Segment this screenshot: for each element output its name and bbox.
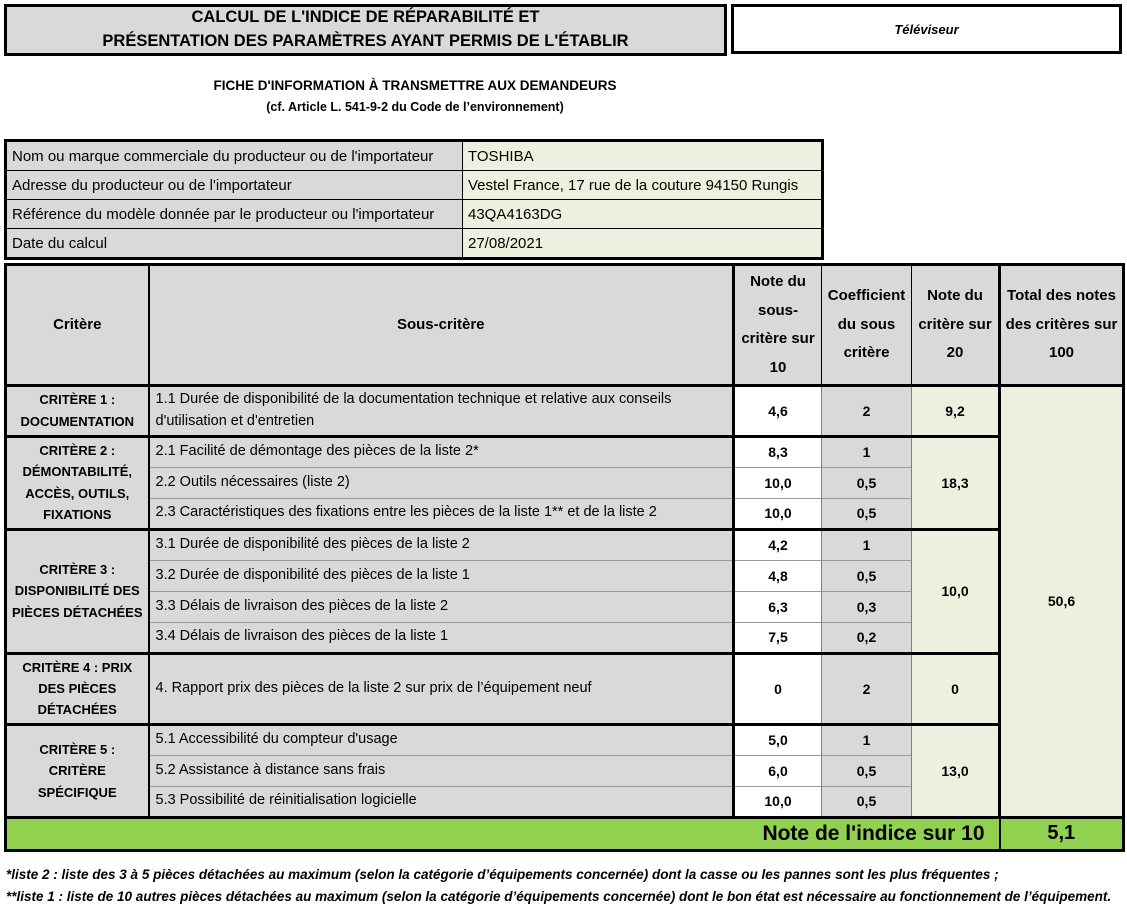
table-row	[6, 171, 823, 200]
score10-cell: 10,0	[734, 467, 822, 498]
document-title-line2: PRÉSENTATION DES PARAMÈTRES AYANT PERMIS DE L'ÉTABLIR	[102, 32, 629, 50]
model-reference-value: 43QA4163DG	[463, 200, 823, 229]
coefficient-cell: 2	[822, 386, 912, 437]
header-total100: Total des notes des critères sur 100	[1000, 265, 1124, 386]
header-subcriterion: Sous-critère	[149, 265, 734, 386]
calc-date-value: 27/08/2021	[463, 229, 823, 259]
table-row	[6, 386, 1124, 437]
model-reference-label: Référence du modèle donnée par le producteur ou l'importateur	[6, 200, 463, 229]
criterion-1-cell: CRITÈRE 1 : DOCUMENTATION	[6, 386, 149, 437]
total100-cell: 50,6	[1000, 386, 1124, 818]
product-category-box	[731, 4, 1122, 54]
subcriterion-cell: 4. Rapport prix des pièces de la liste 2 sur prix de l’équipement neuf	[149, 653, 734, 724]
criterion-4-score20-cell: 0	[912, 653, 1000, 724]
coefficient-cell: 0,3	[822, 591, 912, 622]
criterion-2-score20-cell: 18,3	[912, 436, 1000, 529]
criterion-4-cell: CRITÈRE 4 : PRIX DES PIÈCES DÉTACHÉES	[6, 653, 149, 724]
header-score10: Note du sous-critère sur 10	[734, 265, 822, 386]
table-row	[6, 200, 823, 229]
producer-info-table	[4, 139, 824, 260]
footnotes	[6, 867, 1124, 907]
score10-cell: 6,0	[734, 755, 822, 786]
criterion-3-cell: CRITÈRE 3 : DISPONIBILITÉ DES PIÈCES DÉTACHÉES	[6, 529, 149, 653]
header-criterion: Critère	[6, 265, 149, 386]
table-row	[6, 141, 823, 171]
score10-cell: 5,0	[734, 724, 822, 755]
coefficient-cell: 0,2	[822, 622, 912, 653]
criteria-table	[4, 263, 1125, 852]
criterion-1-score20-cell: 9,2	[912, 386, 1000, 437]
coefficient-cell: 0,5	[822, 467, 912, 498]
score10-cell: 4,6	[734, 386, 822, 437]
final-score-label: Note de l'indice sur 10	[6, 817, 1000, 850]
coefficient-cell: 0,5	[822, 498, 912, 529]
subtitle-line2: (cf. Article L. 541-9-2 du Code de l’environnement)	[266, 100, 564, 114]
subcriterion-cell: 1.1 Durée de disponibilité de la documentation technique et relative aux conseils d'utilisation et d'entretien	[149, 386, 734, 437]
score10-cell: 4,2	[734, 529, 822, 560]
footnote-liste2: *liste 2 : liste des 3 à 5 pièces détachées au maximum (selon la catégorie d’équipements concernée) dont la casse ou les pannes sont les plus fréquentes ;	[6, 867, 999, 882]
document-subtitle	[0, 78, 830, 114]
producer-name-label: Nom ou marque commerciale du producteur ou de l'importateur	[6, 141, 463, 171]
subcriterion-cell: 2.2 Outils nécessaires (liste 2)	[149, 467, 734, 498]
subcriterion-cell: 5.3 Possibilité de réinitialisation logicielle	[149, 786, 734, 817]
document-title	[4, 4, 727, 56]
producer-address-value: Vestel France, 17 rue de la couture 94150 Rungis	[463, 171, 823, 200]
subcriterion-cell: 3.2 Durée de disponibilité des pièces de la liste 1	[149, 560, 734, 591]
coefficient-cell: 1	[822, 529, 912, 560]
producer-name-value: TOSHIBA	[463, 141, 823, 171]
score10-cell: 10,0	[734, 498, 822, 529]
table-header-row	[6, 265, 1124, 386]
score10-cell: 0	[734, 653, 822, 724]
score10-cell: 7,5	[734, 622, 822, 653]
coefficient-cell: 1	[822, 436, 912, 467]
table-row	[6, 529, 1124, 560]
subcriterion-cell: 2.3 Caractéristiques des fixations entre les pièces de la liste 1** et de la liste 2	[149, 498, 734, 529]
subcriterion-cell: 3.3 Délais de livraison des pièces de la liste 2	[149, 591, 734, 622]
subcriterion-cell: 2.1 Facilité de démontage des pièces de la liste 2*	[149, 436, 734, 467]
document-title-line1: CALCUL DE L'INDICE DE RÉPARABILITÉ ET	[191, 8, 540, 27]
header-coefficient: Coefficient du sous critère	[822, 265, 912, 386]
footnote-liste1: **liste 1 : liste de 10 autres pièces détachées au maximum (selon la catégorie d’équipements concernée) dont le bon état est nécessaire au fonctionnement de l’équipement.	[6, 889, 1112, 904]
header-score20: Note du critère sur 20	[912, 265, 1000, 386]
final-score-row	[6, 817, 1124, 850]
coefficient-cell: 2	[822, 653, 912, 724]
table-row	[6, 724, 1124, 755]
table-row	[6, 653, 1124, 724]
score10-cell: 6,3	[734, 591, 822, 622]
table-row	[6, 229, 823, 259]
coefficient-cell: 0,5	[822, 786, 912, 817]
coefficient-cell: 1	[822, 724, 912, 755]
coefficient-cell: 0,5	[822, 560, 912, 591]
table-row	[6, 436, 1124, 467]
subtitle-line1: FICHE D'INFORMATION À TRANSMETTRE AUX DEMANDEURS	[213, 78, 617, 93]
criterion-3-score20-cell: 10,0	[912, 529, 1000, 653]
calc-date-label: Date du calcul	[6, 229, 463, 259]
criterion-2-cell: CRITÈRE 2 : DÉMONTABILITÉ, ACCÈS, OUTILS, FIXATIONS	[6, 436, 149, 529]
subcriterion-cell: 5.2 Assistance à distance sans frais	[149, 755, 734, 786]
subcriterion-cell: 3.1 Durée de disponibilité des pièces de la liste 2	[149, 529, 734, 560]
criterion-5-cell: CRITÈRE 5 : CRITÈRE SPÉCIFIQUE	[6, 724, 149, 817]
criterion-5-score20-cell: 13,0	[912, 724, 1000, 817]
product-category-label: Téléviseur	[894, 21, 959, 37]
subcriterion-cell: 5.1 Accessibilité du compteur d'usage	[149, 724, 734, 755]
subcriterion-cell: 3.4 Délais de livraison des pièces de la liste 1	[149, 622, 734, 653]
score10-cell: 10,0	[734, 786, 822, 817]
final-score-value: 5,1	[1000, 817, 1124, 850]
score10-cell: 4,8	[734, 560, 822, 591]
coefficient-cell: 0,5	[822, 755, 912, 786]
score10-cell: 8,3	[734, 436, 822, 467]
producer-address-label: Adresse du producteur ou de l'importateur	[6, 171, 463, 200]
